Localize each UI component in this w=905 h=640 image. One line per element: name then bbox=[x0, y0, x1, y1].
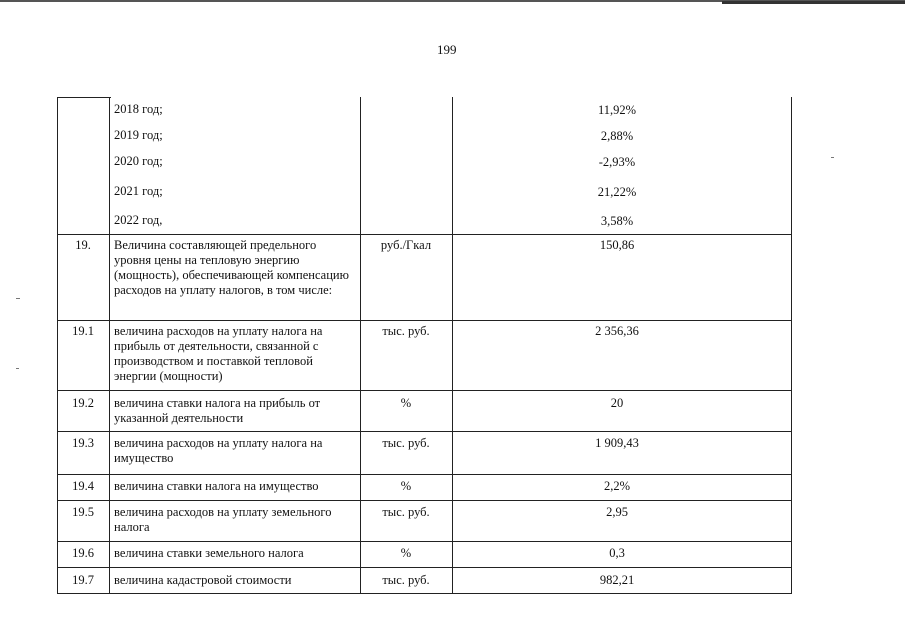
year-value: 3,58% bbox=[600, 214, 634, 228]
page-number: 199 bbox=[437, 42, 457, 57]
row-value: 2,95 bbox=[606, 505, 628, 519]
row-number: 19.7 bbox=[72, 573, 94, 587]
row-description: величина ставки земельного налога bbox=[114, 546, 304, 560]
col-border bbox=[452, 97, 453, 593]
row-border bbox=[57, 431, 792, 432]
row-unit: % bbox=[400, 546, 412, 560]
row-number: 19.2 bbox=[72, 396, 94, 410]
row-number: 19.3 bbox=[72, 436, 94, 450]
row-number: 19.6 bbox=[72, 546, 94, 560]
table-bottom-border bbox=[57, 593, 792, 594]
row-value: 0,3 bbox=[609, 546, 625, 560]
row-unit: % bbox=[400, 396, 412, 410]
row-border bbox=[57, 320, 792, 321]
row-border bbox=[57, 500, 792, 501]
row-border bbox=[57, 474, 792, 475]
row-value: 1 909,43 bbox=[595, 436, 639, 450]
row-value: 2,2% bbox=[603, 479, 631, 493]
row-value: 2 356,36 bbox=[595, 324, 639, 338]
row-border bbox=[57, 541, 792, 542]
row-description: Величина составляющей предельного уровня цены на тепловую энергию (мощность), обеспечивающей компенсацию расходов на уплату налогов, в том числе: bbox=[114, 238, 349, 297]
row-unit: тыс. руб. bbox=[382, 573, 430, 587]
row-description: величина кадастровой стоимости bbox=[114, 573, 292, 587]
row-description: величина расходов на уплату налога на имущество bbox=[114, 436, 323, 465]
row-description: величина расходов на уплату налога на прибыль от деятельности, связанной с производством и поставкой тепловой энергии (мощности) bbox=[114, 324, 323, 383]
year-label: 2020 год; bbox=[114, 154, 163, 168]
row-value: 20 bbox=[610, 396, 624, 410]
row-border bbox=[57, 567, 792, 568]
row-border bbox=[57, 234, 792, 235]
year-label: 2021 год; bbox=[114, 184, 163, 198]
table-top-border bbox=[57, 97, 111, 98]
row-unit: тыс. руб. bbox=[382, 324, 430, 338]
year-label: 2022 год, bbox=[114, 213, 163, 227]
row-unit: % bbox=[400, 479, 412, 493]
year-value: 2,88% bbox=[600, 129, 634, 143]
row-border bbox=[57, 390, 792, 391]
year-label: 2019 год; bbox=[114, 128, 163, 142]
col-border bbox=[109, 97, 110, 593]
row-number: 19.1 bbox=[72, 324, 94, 338]
row-unit: тыс. руб. bbox=[382, 436, 430, 450]
row-description: величина расходов на уплату земельного налога bbox=[114, 505, 332, 534]
row-unit: руб./Гкал bbox=[380, 238, 432, 252]
row-number: 19. bbox=[75, 238, 91, 252]
col-border bbox=[791, 97, 792, 593]
row-value: 982,21 bbox=[599, 573, 635, 587]
row-description: величина ставки налога на прибыль от указанной деятельности bbox=[114, 396, 321, 425]
year-value: 11,92% bbox=[597, 103, 637, 117]
row-number: 19.5 bbox=[72, 505, 94, 519]
row-value: 150,86 bbox=[599, 238, 635, 252]
year-value: -2,93% bbox=[598, 155, 636, 169]
row-description: величина ставки налога на имущество bbox=[114, 479, 319, 493]
year-value: 21,22% bbox=[597, 185, 637, 199]
row-unit: тыс. руб. bbox=[382, 505, 430, 519]
year-label: 2018 год; bbox=[114, 102, 163, 116]
row-number: 19.4 bbox=[72, 479, 94, 493]
